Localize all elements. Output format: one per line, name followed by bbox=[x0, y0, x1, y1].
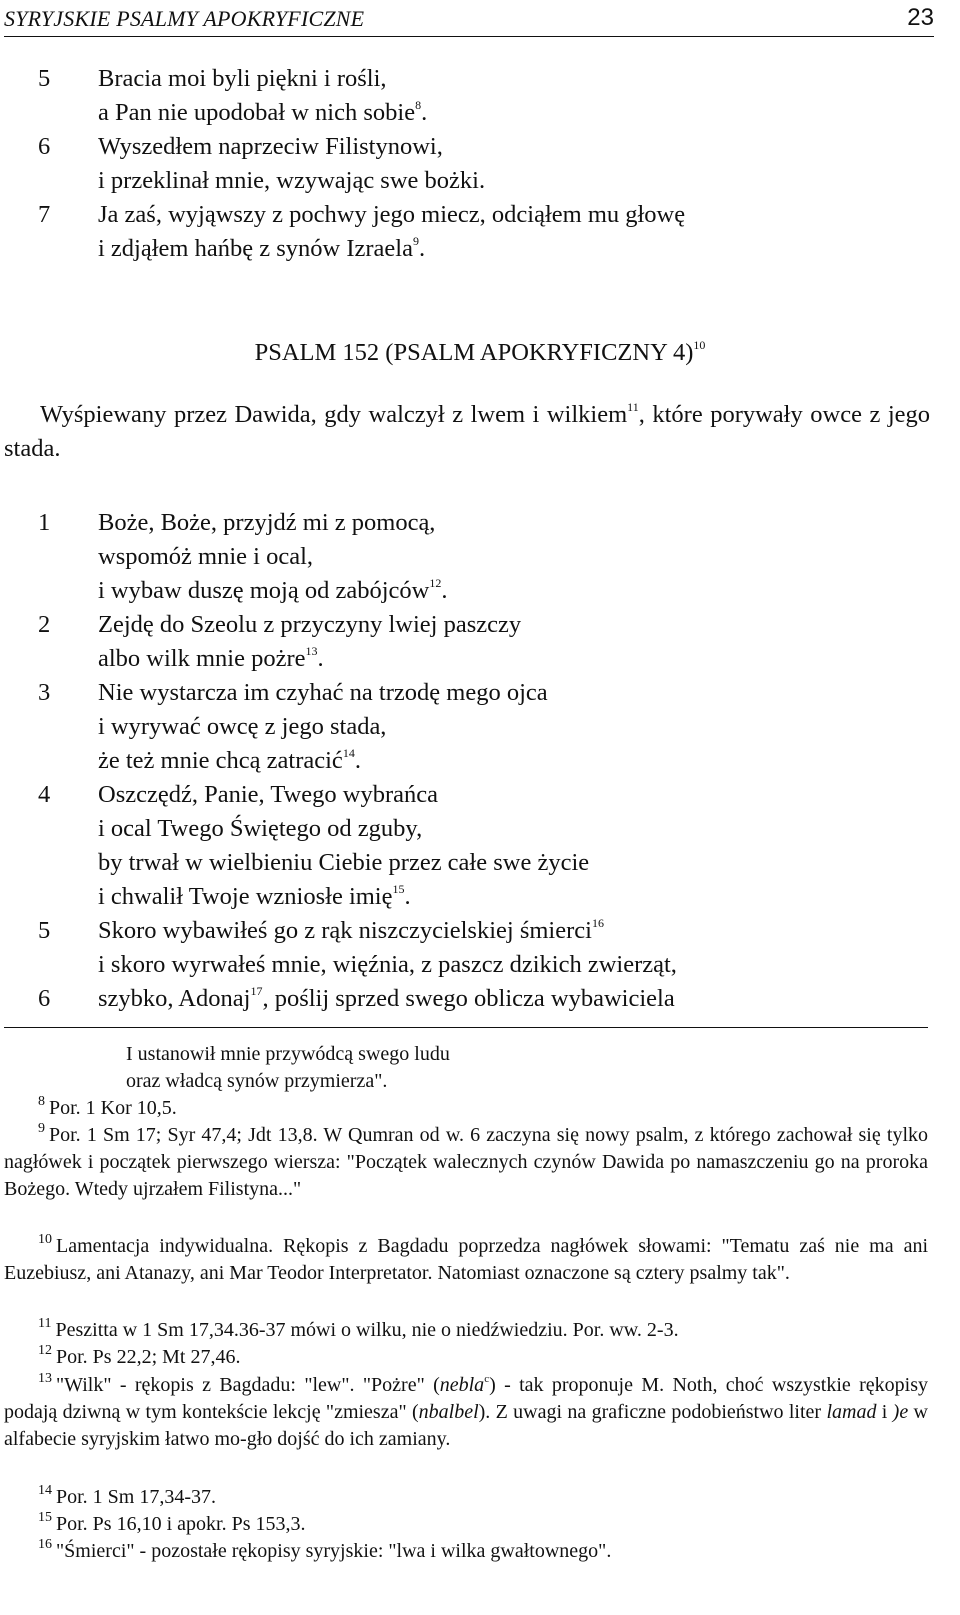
psalm-superscription bbox=[4, 398, 930, 466]
verse-text: Bracia moi byli piękni i rośli, bbox=[98, 65, 387, 92]
footnote-text: Por. 1 Sm 17,34-37. bbox=[56, 1486, 217, 1508]
verse-number: 5 bbox=[38, 65, 51, 92]
verse-punct: . bbox=[317, 645, 324, 672]
verse-line bbox=[0, 914, 960, 948]
verse-text: a Pan nie upodobał w nich sobie bbox=[98, 99, 416, 126]
superscription-text: Wyśpiewany przez Dawida, gdy walczył z lwem i wilkiem bbox=[40, 401, 628, 428]
running-header bbox=[4, 4, 934, 37]
verse-number: 7 bbox=[38, 201, 51, 228]
footnote-continuation: oraz władcą synów przymierza". bbox=[126, 1070, 388, 1092]
footnote-text: Lamentacja indywidualna. Rękopis z Bagdadu poprzedza nagłówek słowami: "Tematu zaś nie ma ani Euzebiusz, ani Atanazy, ani Mar Teodor Interpretator. Natomiast oznaczone są cztery psalmy tak". bbox=[4, 1235, 928, 1284]
footnote-text: w alfabecie syryjskim łatwo mo-gło dojść do ich zamiany. bbox=[4, 1401, 928, 1450]
verse-line bbox=[0, 880, 960, 914]
verse-line bbox=[0, 778, 960, 812]
footnote-ref[interactable]: 13 bbox=[305, 644, 318, 658]
verse-punct: . bbox=[421, 99, 428, 126]
page-number: 23 bbox=[907, 4, 934, 31]
footnote-italic: )e bbox=[892, 1401, 909, 1423]
verse-line bbox=[0, 62, 960, 96]
verse-text: i przeklinał mnie, wzywając swe bożki. bbox=[98, 167, 486, 194]
footnote-13 bbox=[4, 1372, 928, 1453]
verse-number: 2 bbox=[38, 611, 51, 638]
verse-punct: . bbox=[441, 577, 448, 604]
verse-text: wspomóż mnie i ocal, bbox=[98, 543, 314, 570]
verse-line bbox=[0, 608, 960, 642]
footnote-text: Peszitta w 1 Sm 17,34.36-37 mówi o wilku, nie o niedźwiedziu. Por. ww. 2-3. bbox=[55, 1319, 679, 1341]
footnote-text: ) - tak proponuje M. Noth, choć wszystkie rękopisy podają dziwną w tym kontekście lekcję "zmiesza" ( bbox=[4, 1374, 929, 1423]
verse-text: Nie wystarcza im czyhać na trzodę mego ojca bbox=[98, 679, 548, 706]
verse-punct: . bbox=[418, 235, 426, 262]
verse-text: Boże, Boże, przyjdź mi z pomocą, bbox=[98, 509, 436, 536]
footnote-number: 13 bbox=[38, 1371, 52, 1386]
footnote-14 bbox=[4, 1484, 928, 1511]
verse-line bbox=[0, 948, 960, 982]
footnote-superscript: c bbox=[484, 1373, 490, 1385]
footnote-ref[interactable]: 10 bbox=[693, 338, 706, 352]
footnote-16 bbox=[4, 1538, 928, 1565]
verse-line bbox=[0, 676, 960, 710]
verse-text: Wyszedłem naprzeciw Filistynowi, bbox=[98, 133, 443, 160]
footnote-text: i bbox=[876, 1401, 893, 1423]
footnote-number: 14 bbox=[38, 1483, 52, 1498]
verse-line bbox=[0, 164, 960, 198]
footnote-ref[interactable]: 14 bbox=[342, 746, 355, 760]
footnote-number: 12 bbox=[38, 1343, 52, 1358]
running-title: SYRYJSKIE PSALMY APOKRYFICZNE bbox=[4, 6, 365, 31]
footnote-ref[interactable]: 8 bbox=[415, 98, 422, 112]
verse-text: i ocal Twego Świętego od zguby, bbox=[98, 815, 423, 842]
verse-number: 4 bbox=[38, 781, 51, 808]
verse-text: że też mnie chcą zatracić bbox=[98, 747, 343, 774]
footnote-italic: nebla bbox=[439, 1374, 485, 1396]
footnote-9 bbox=[4, 1122, 928, 1203]
footnote-text: "Wilk" - rękopis z Bagdadu: "lew". "Pożre" ( bbox=[56, 1374, 440, 1396]
verse-text: Ja zaś, wyjąwszy z pochwy jego miecz, odciąłem mu głowę bbox=[98, 201, 686, 228]
footnote-text: Por. 1 Kor 10,5. bbox=[49, 1097, 177, 1119]
footnote-11 bbox=[4, 1317, 928, 1344]
verse-line bbox=[0, 130, 960, 164]
footnote-text: Por. Ps 22,2; Mt 27,46. bbox=[56, 1346, 241, 1368]
footnote-number: 15 bbox=[38, 1510, 52, 1525]
verse-text: Zejdę do Szeolu z przyczyny lwiej paszczy bbox=[98, 611, 522, 638]
verse-text: , poślij sprzed swego oblicza wybawiciela bbox=[262, 985, 675, 1012]
verse-text: i skoro wyrwałeś mnie, więźnia, z paszcz dzikich zwierząt, bbox=[98, 951, 677, 978]
footnote-number: 8 bbox=[38, 1094, 45, 1109]
verse-number: 1 bbox=[38, 509, 51, 536]
verse-punct: . bbox=[404, 883, 411, 910]
footnote-continuation: I ustanowił mnie przywódcą swego ludu bbox=[126, 1043, 450, 1065]
verse-text: i wyrywać owcę z jego stada, bbox=[98, 713, 387, 740]
verse-number: 6 bbox=[38, 985, 51, 1012]
footnote-italic: lamad bbox=[826, 1401, 877, 1423]
verse-text: by trwał w wielbieniu Ciebie przez całe swe życie bbox=[98, 849, 590, 876]
footnote-number: 9 bbox=[38, 1121, 45, 1136]
footnote-number: 10 bbox=[38, 1232, 52, 1247]
verse-line bbox=[0, 812, 960, 846]
verse-line bbox=[0, 232, 960, 266]
verse-line bbox=[0, 982, 960, 1016]
psalm-title-text: PSALM 152 (PSALM APOKRYFICZNY 4) bbox=[254, 339, 694, 366]
psalm-title bbox=[0, 336, 960, 370]
verse-text: albo wilk mnie pożre bbox=[98, 645, 306, 672]
verse-number: 5 bbox=[38, 917, 51, 944]
verse-line bbox=[0, 710, 960, 744]
footnote-15 bbox=[4, 1511, 928, 1538]
footnote-10 bbox=[4, 1233, 928, 1287]
verse-punct: . bbox=[354, 747, 361, 774]
footnote-ref[interactable]: 12 bbox=[429, 576, 442, 590]
verse-text: i zdjąłem hańbę z synów Izraela bbox=[98, 235, 413, 262]
verse-line bbox=[0, 744, 960, 778]
verse-text: i chwalił Twoje wzniosłe imię bbox=[98, 883, 393, 910]
verse-text: Oszczędź, Panie, Twego wybrańca bbox=[98, 781, 439, 808]
verse-number: 3 bbox=[38, 679, 51, 706]
verse-line bbox=[0, 642, 960, 676]
footnote-ref[interactable]: 9 bbox=[412, 234, 419, 248]
verse-text: i wybaw duszę moją od zabójców bbox=[98, 577, 430, 604]
footnote-8 bbox=[4, 1095, 928, 1122]
footnote-number: 11 bbox=[38, 1316, 52, 1331]
footnote-ref[interactable]: 17 bbox=[250, 984, 263, 998]
footnote-12 bbox=[4, 1344, 928, 1371]
footnote-ref[interactable]: 11 bbox=[627, 400, 639, 414]
verse-line bbox=[0, 574, 960, 608]
verse-line bbox=[0, 198, 960, 232]
verse-line bbox=[0, 540, 960, 574]
footnote-text: Por. Ps 16,10 i apokr. Ps 153,3. bbox=[56, 1513, 306, 1535]
superscription-text: , które porywały owce z jego stada. bbox=[4, 401, 931, 462]
footnote-text: "Śmierci" - pozostałe rękopisy syryjskie: "lwa i wilka gwałtownego". bbox=[56, 1540, 612, 1562]
footnote-italic: nbalbel bbox=[418, 1401, 479, 1423]
verse-text: szybko, Adonaj bbox=[98, 985, 251, 1012]
footnote-ref[interactable]: 16 bbox=[591, 916, 604, 930]
verse-line bbox=[0, 96, 960, 130]
verse-number: 6 bbox=[38, 133, 51, 160]
footnote-text: ). Z uwagi na graficzne podobieństwo liter bbox=[478, 1401, 827, 1423]
verse-text: Skoro wybawiłeś go z rąk niszczycielskiej śmierci bbox=[98, 917, 592, 944]
verse-line bbox=[0, 846, 960, 880]
footnote-ref[interactable]: 15 bbox=[392, 882, 405, 896]
verse-line bbox=[0, 506, 960, 540]
footnote-text: Por. 1 Sm 17; Syr 47,4; Jdt 13,8. W Qumran od w. 6 zaczyna się nowy psalm, z którego zachował się tylko nagłówek i początek pierwszego wiersza: "Początek walecznych czynów Dawida po namaszczeniu go na proroka Bożego. Wtedy ujrzałem Filistyna..." bbox=[4, 1124, 928, 1200]
footnote-separator bbox=[4, 1027, 928, 1028]
footnote-number: 16 bbox=[38, 1537, 52, 1552]
